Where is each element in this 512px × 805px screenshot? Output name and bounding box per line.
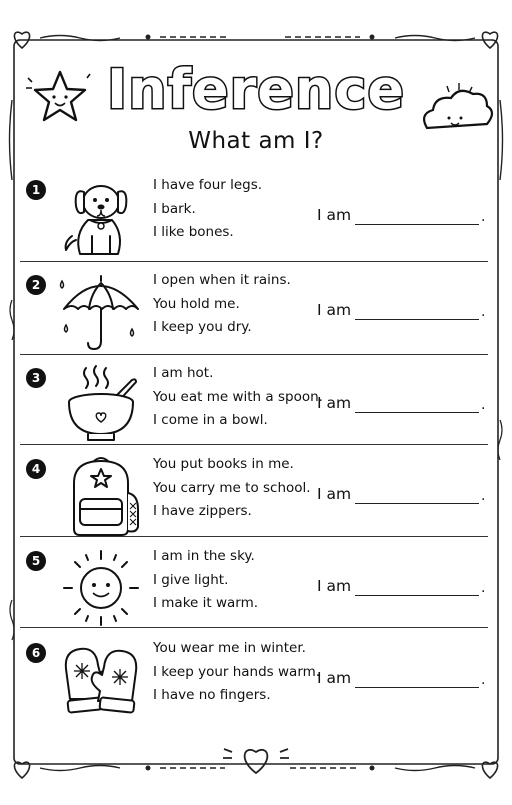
clue-text: You put books in me. (153, 456, 294, 472)
clue-text: I am in the sky. (153, 548, 255, 564)
clue-text: I keep you dry. (153, 319, 252, 335)
clue-text: I have four legs. (153, 177, 263, 193)
answer-period: . (481, 672, 486, 688)
row-divider (20, 627, 488, 628)
clue-text: You eat me with a spoon. (153, 388, 323, 405)
clue-text: You wear me in winter. (153, 640, 306, 656)
dog-icon (58, 174, 144, 260)
question-number: 6 (26, 643, 46, 663)
clue-text: I come in a bowl. (153, 412, 268, 428)
question-number: 1 (26, 180, 46, 200)
answer-blank[interactable] (355, 595, 479, 596)
row-divider (20, 536, 488, 537)
answer-label: I am (317, 206, 352, 224)
answer-blank[interactable] (355, 319, 479, 320)
answer-blank[interactable] (355, 224, 479, 225)
answer-field[interactable] (317, 577, 489, 599)
mittens-icon (58, 637, 144, 723)
page-subtitle: What am I? (188, 128, 324, 154)
soup-bowl-icon (58, 362, 144, 448)
answer-blank[interactable] (355, 687, 479, 688)
question-row (20, 635, 490, 725)
question-number: 5 (26, 551, 46, 571)
answer-period: . (481, 209, 486, 225)
answer-period: . (481, 580, 486, 596)
clue-text: I bark. (153, 200, 196, 217)
clue-text: I have no fingers. (153, 687, 271, 703)
answer-period: . (481, 304, 486, 320)
clue-text: I have zippers. (153, 503, 252, 519)
answer-label: I am (317, 577, 352, 595)
answer-blank[interactable] (355, 503, 479, 504)
clue-text: I make it warm. (153, 595, 259, 611)
clue-text: You hold me. (153, 295, 240, 312)
answer-field[interactable] (317, 206, 489, 228)
row-divider (20, 444, 488, 445)
question-number: 3 (26, 368, 46, 388)
title-art (0, 40, 512, 130)
answer-label: I am (317, 301, 352, 319)
bottom-heart-icon (223, 749, 289, 773)
answer-field[interactable] (317, 669, 489, 691)
clue-text: I give light. (153, 571, 229, 588)
answer-field[interactable] (317, 301, 489, 323)
question-row (20, 543, 490, 633)
question-number: 4 (26, 459, 46, 479)
question-row (20, 172, 490, 262)
clue-text: You carry me to school. (153, 479, 311, 496)
question-row (20, 267, 490, 357)
answer-field[interactable] (317, 485, 489, 507)
row-divider (20, 354, 488, 355)
answer-label: I am (317, 485, 352, 503)
question-row (20, 451, 490, 541)
backpack-icon (58, 453, 144, 539)
question-number: 2 (26, 275, 46, 295)
answer-label: I am (317, 394, 352, 412)
star-icon (26, 72, 90, 120)
clue-text: I like bones. (153, 224, 234, 240)
cloud-icon (424, 83, 492, 128)
answer-period: . (481, 488, 486, 504)
answer-period: . (481, 397, 486, 413)
umbrella-icon (58, 269, 144, 355)
sun-icon (58, 545, 144, 631)
question-row (20, 360, 490, 450)
row-divider (20, 261, 488, 262)
answer-field[interactable] (317, 394, 489, 416)
clue-text: I keep your hands warm. (153, 663, 321, 680)
answer-label: I am (317, 669, 352, 687)
answer-blank[interactable] (355, 412, 479, 413)
page-title: Inference (107, 58, 405, 121)
clue-text: I am hot. (153, 365, 214, 381)
clue-text: I open when it rains. (153, 272, 291, 288)
title-banner (0, 40, 512, 130)
